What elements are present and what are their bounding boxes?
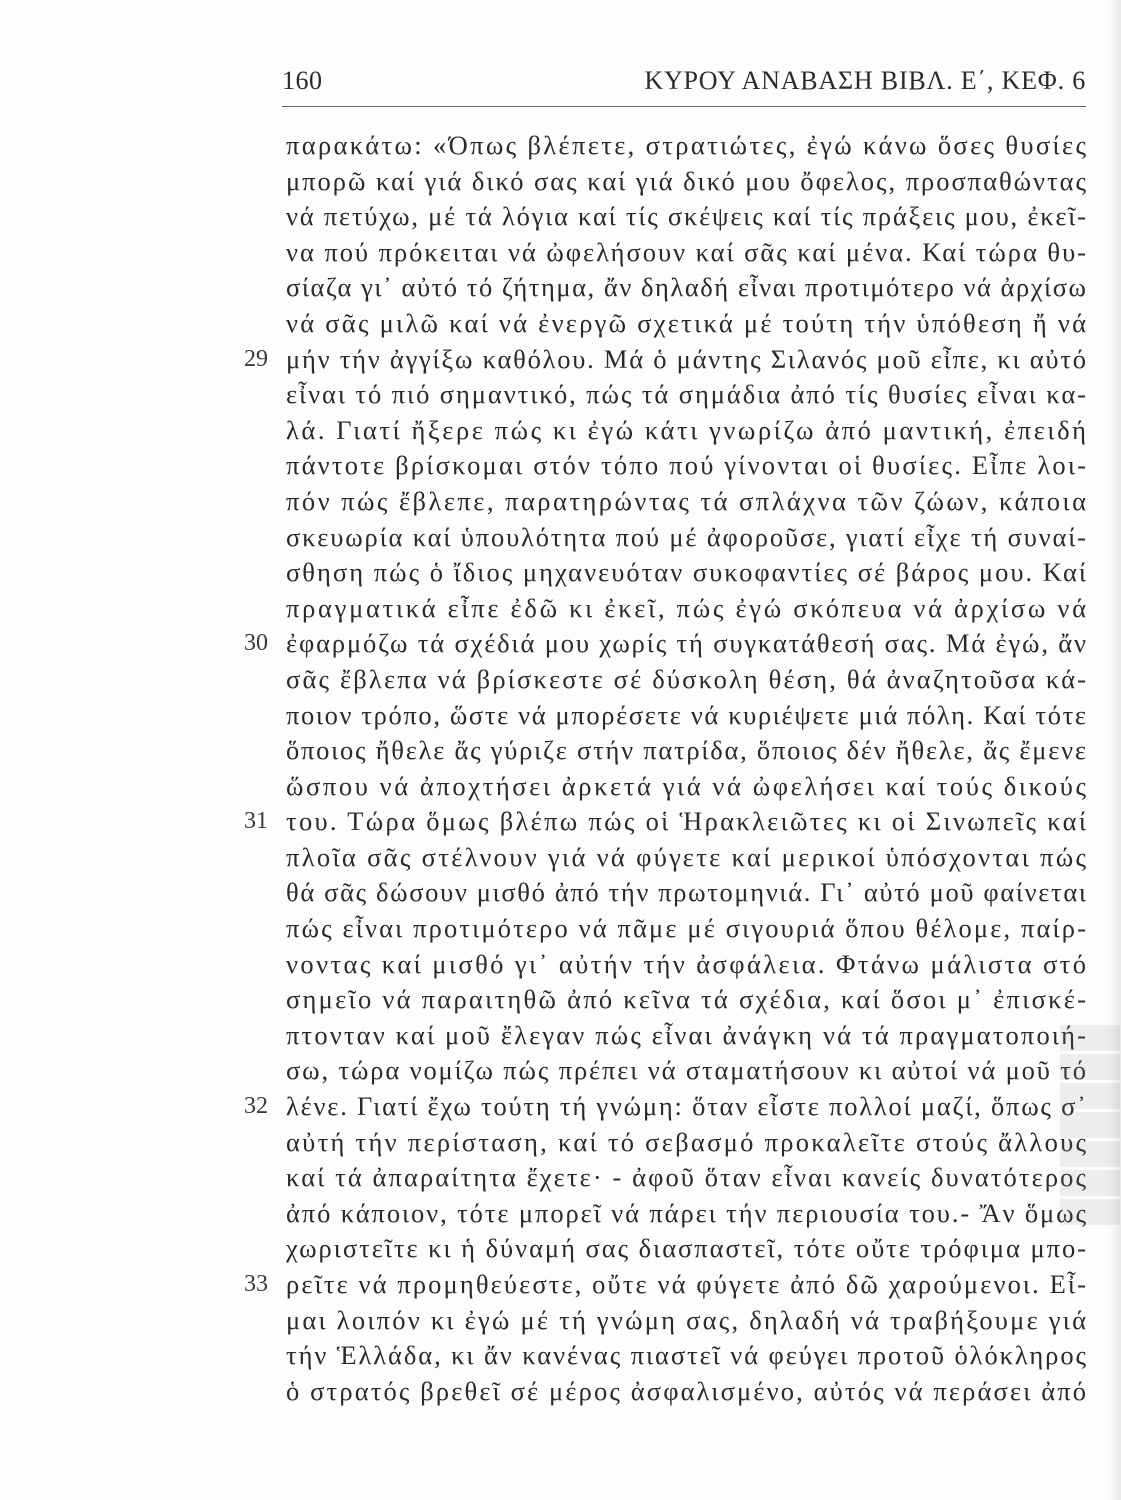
text-line (244, 626, 1100, 662)
text-line (286, 591, 1100, 627)
text-line (286, 1303, 1100, 1339)
text-line-content: εἶναι τό πιό σημαντικό, πώς τά σημάδια ἀπό τίς θυσίες εἶναι κα- (286, 379, 1088, 410)
text-line-content: πλοῖα σᾶς στέλνουν γιά νά φύγετε καί μερικοί ὑπόσχονται πώς (286, 841, 1089, 872)
text-line-content: νοντας καί μισθό γι᾽ αὐτήν τήν ἀσφάλεια. Φτάνω μάλιστα στό (286, 948, 1089, 979)
section-number: 29 (244, 345, 268, 372)
text-line (286, 1125, 1100, 1161)
text-line (286, 1338, 1100, 1374)
text-line-content: σίαζα γι᾽ αὐτό τό ζήτημα, ἄν δηλαδή εἶναι προτιμότερο νά ἀρχίσω (286, 272, 1088, 303)
text-line (286, 875, 1100, 911)
text-line-content: ὅποιος ἤθελε ἄς γύριζε στήν πατρίδα, ὅποιος δέν ἤθελε, ἄς ἔμενε (286, 735, 1088, 766)
text-line-content: πραγματικά εἶπε ἐδῶ κι ἐκεῖ, πώς ἐγώ σκόπευα νά ἀρχίσω νά (286, 592, 1089, 623)
text-line (286, 947, 1100, 983)
text-line (286, 270, 1100, 306)
page-edge-shadow (1107, 0, 1121, 1500)
text-line-content: θά σᾶς δώσουν μισθό ἀπό τήν πρωτομηνιά. Γι᾽ αὐτό μοῦ φαίνεται (286, 877, 1088, 908)
text-line-content: σω, τώρα νομίζω πώς πρέπει νά σταματήσουν κι αὐτοί νά μοῦ τό (286, 1055, 1088, 1086)
running-head: ΚΥΡΟΥ ΑΝΑΒΑΣΗ ΒΙΒΛ. Ε΄, ΚΕΦ. 6 (644, 66, 1086, 95)
text-line-content: λά. Γιατί ἤξερε πώς κι ἐγώ κάτι γνωρίζω ἀπό μαντική, ἐπειδή (286, 414, 1089, 445)
text-line-content: αὐτή τήν περίσταση, καί τό σεβασμό προκαλεῖτε στούς ἄλλους (286, 1126, 1089, 1157)
text-line-content: μήν τήν ἀγγίξω καθόλου. Μά ὁ μάντης Σιλανός μοῦ εἶπε, κι αὐτό (286, 343, 1088, 374)
text-line-content: πόν πώς ἔβλεπε, παρατηρώντας τά σπλάχνα τῶν ζώων, κάποια (286, 485, 1089, 516)
text-line-content: ρεῖτε νά προμηθεύεστε, οὔτε νά φύγετε ἀπό δῶ χαρούμενοι. Εἶ- (286, 1269, 1089, 1299)
text-line-content: λένε. Γιατί ἔχω τούτη τή γνώμη: ὅταν εἶστε πολλοί μαζί, ὅπως σ᾽ (286, 1091, 1088, 1122)
text-line (286, 448, 1100, 484)
text-line (286, 1196, 1100, 1232)
text-line-content: χωριστεῖτε κι ἡ δύναμή σας διασπαστεῖ, τότε οὔτε τρόφιμα μπο- (286, 1233, 1088, 1264)
text-line-content: του. Τώρα ὅμως βλέπω πώς οἱ Ἡρακλειῶτες κι οἱ Σινωπεῖς καί (286, 806, 1089, 837)
text-line-content: πάντοτε βρίσκομαι στόν τόπο πού γίνονται οἱ θυσίες. Εἶπε λοι- (286, 450, 1089, 481)
text-line (286, 199, 1100, 235)
text-line-content: νά σᾶς μιλῶ καί νά ἐνεργῶ σχετικά μέ τούτη τήν ὑπόθεση ἤ νά (286, 307, 1089, 338)
text-line (286, 164, 1100, 200)
text-line-content: να πού πρόκειται νά ὠφελήσουν καί σᾶς καί μένα. Καί τώρα θυ- (286, 236, 1088, 267)
text-line (286, 555, 1100, 591)
page-number: 160 (282, 66, 323, 95)
text-line-content: μπορῶ καί γιά δικό σας καί γιά δικό μου ὄφελος, προσπαθώντας (286, 165, 1088, 196)
text-line (286, 128, 1100, 164)
section-number: 33 (244, 1271, 268, 1297)
text-line (244, 342, 1100, 378)
text-line (286, 769, 1100, 805)
text-line (286, 235, 1100, 271)
text-line (286, 306, 1100, 342)
text-line (286, 484, 1100, 520)
text-line-content: ἀπό κάποιον, τότε μπορεῖ νά πάρει τήν περιουσία του.- Ἄν ὅμως (286, 1197, 1088, 1228)
text-line-content: πτονταν καί μοῦ ἔλεγαν πώς εἶναι ἀνάγκη νά τά πραγματοποιή- (286, 1019, 1089, 1050)
text-line (286, 1231, 1100, 1267)
section-number: 31 (244, 808, 268, 835)
text-line (286, 662, 1100, 698)
text-line-content: ποιον τρόπο, ὥστε νά μπορέσετε νά κυριέψετε μιά πόλη. Καί τότε (286, 699, 1088, 730)
text-line (286, 1160, 1100, 1196)
text-line (286, 911, 1100, 947)
text-line-content: ἐφαρμόζω τά σχέδιά μου χωρίς τή συγκατάθεσή σας. Μά ἐγώ, ἄν (286, 628, 1088, 659)
text-line (286, 840, 1100, 876)
text-line-content: μαι λοιπόν κι ἐγώ μέ τή γνώμη σας, δηλαδή νά τραβήξουμε γιά (286, 1304, 1089, 1335)
text-line-content: νά πετύχω, μέ τά λόγια καί τίς σκέψεις καί τίς πράξεις μου, ἐκεῖ- (286, 201, 1088, 232)
text-line-content: σημεῖο νά παραιτηθῶ ἀπό κεῖνα τά σχέδια, καί ὅσοι μ᾽ ἐπισκέ- (286, 984, 1089, 1015)
text-line-content: καί τά ἀπαραίτητα ἔχετε· - ἀφοῦ ὅταν εἶναι κανείς δυνατότερος (286, 1162, 1089, 1193)
text-line (244, 804, 1100, 840)
text-line-content: πώς εἶναι προτιμότερο νά πᾶμε μέ σιγουριά ὅπου θέλομε, παίρ- (286, 913, 1089, 944)
text-line (286, 413, 1100, 449)
section-number: 30 (244, 630, 268, 657)
body-text (244, 128, 1100, 1409)
text-line-content: σᾶς ἔβλεπα νά βρίσκεστε σέ δύσκολη θέση, θά ἀναζητοῦσα κά- (286, 663, 1089, 694)
text-line (286, 1018, 1100, 1054)
text-line-content: σθηση πώς ὁ ἴδιος μηχανευόταν συκοφαντίες σέ βάρος μου. Καί (286, 557, 1089, 588)
text-line (286, 377, 1100, 413)
section-number: 32 (244, 1093, 268, 1120)
text-line-content: ὁ στρατός βρεθεῖ σέ μέρος ἀσφαλισμένο, αὐτός νά περάσει ἀπό (286, 1375, 1089, 1406)
text-line (286, 1053, 1100, 1089)
text-line (286, 698, 1100, 734)
text-line-content: τήν Ἑλλάδα, κι ἄν κανένας πιαστεῖ νά φεύγει προτοῦ ὁλόκληρος (286, 1340, 1088, 1371)
text-line (244, 1267, 1100, 1303)
text-line (244, 1089, 1100, 1125)
text-line-content: παρακάτω: «Όπως βλέπετε, στρατιώτες, ἐγώ κάνω ὅσες θυσίες (286, 130, 1089, 160)
text-line (286, 733, 1100, 769)
text-line (286, 982, 1100, 1018)
text-line (286, 520, 1100, 556)
page-header (282, 66, 1086, 107)
text-line-content: σκευωρία καί ὑπουλότητα πού μέ ἀφοροῦσε, γιατί εἶχε τή συναί- (286, 521, 1088, 552)
text-line (286, 1374, 1100, 1410)
text-line-content: ὥσπου νά ἀποχτήσει ἀρκετά γιά νά ὠφελήσει καί τούς δικούς (286, 770, 1089, 801)
